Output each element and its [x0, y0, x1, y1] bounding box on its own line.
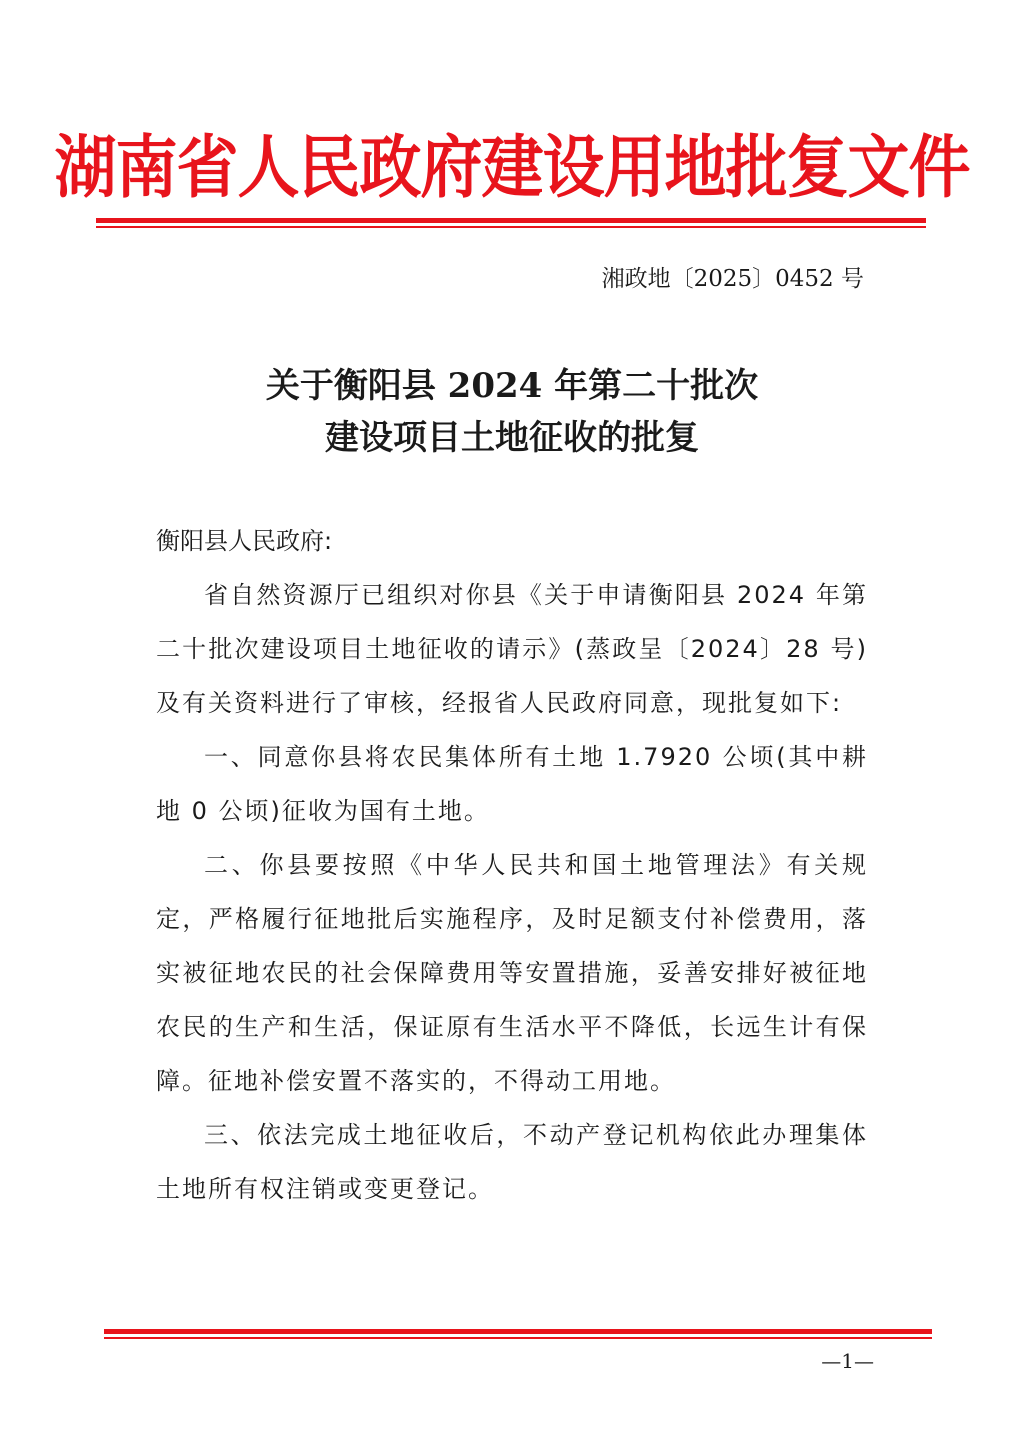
document-body — [156, 514, 868, 1216]
paragraph-item-1: 一、同意你县将农民集体所有土地 1.7920 公顷(其中耕地 0 公顷)征收为国有土地。 — [156, 743, 868, 825]
document-title — [0, 360, 1024, 464]
addressee: 衡阳县人民政府: — [156, 527, 333, 555]
header-red-rule-thick — [96, 218, 926, 223]
document-title-line-1: 关于衡阳县 2024 年第二十批次 — [265, 366, 759, 406]
page-number: —1— — [821, 1349, 874, 1373]
document-number: 湘政地〔2025〕0452 号 — [601, 266, 864, 292]
document-header-title: 湖南省人民政府建设用地批复文件 — [54, 127, 970, 208]
paragraph-item-2: 二、你县要按照《中华人民共和国土地管理法》有关规定，严格履行征地批后实施程序，及时足额支付补偿费用，落实被征地农民的社会保障费用等安置措施，妥善安排好被征地农民的生产和生活，保证原有生活水平不降低，长远生计有保障。征地补偿安置不落实的，不得动工用地。 — [156, 851, 868, 1095]
paragraph-intro: 省自然资源厅已组织对你县《关于申请衡阳县 2024 年第二十批次建设项目土地征收的请示》(蒸政呈〔2024〕28 号)及有关资料进行了审核，经报省人民政府同意，现批复如下: — [156, 581, 868, 717]
paragraph-item-3: 三、依法完成土地征收后，不动产登记机构依此办理集体土地所有权注销或变更登记。 — [156, 1121, 868, 1203]
footer-red-rule-thick — [104, 1329, 932, 1334]
footer-red-rule-thin — [104, 1337, 932, 1339]
document-title-line-2: 建设项目土地征收的批复 — [325, 418, 699, 458]
header-red-rule-thin — [96, 226, 926, 228]
